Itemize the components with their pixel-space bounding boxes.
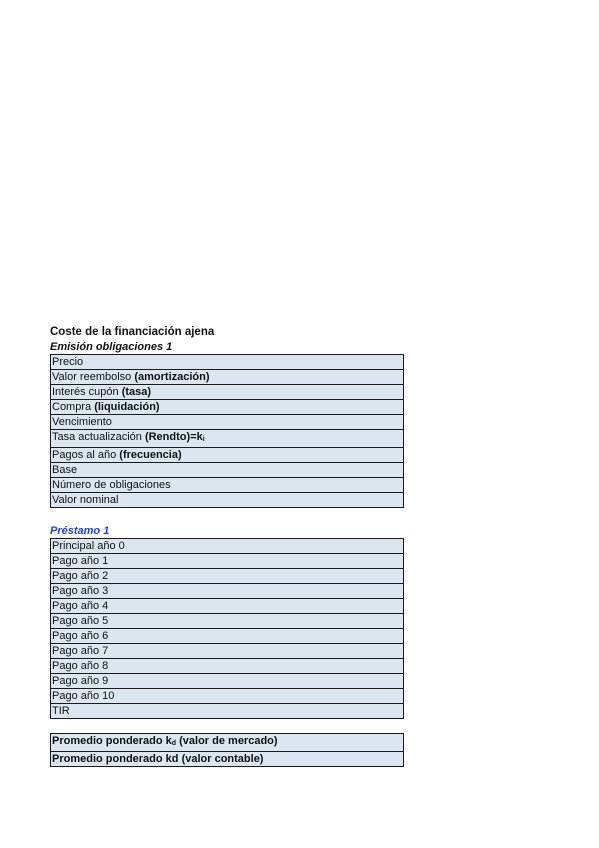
bonds-label: Tasa actualización [52,431,145,443]
bonds-label: Pagos al año [52,449,120,461]
bonds-row [51,478,404,493]
summary-cell-market[interactable] [51,734,404,752]
loan-cell[interactable]: Pago año 7 [51,644,404,659]
bonds-cell[interactable] [51,385,404,400]
summary-label-pre: Promedio ponderado k [52,735,172,747]
bonds-cell[interactable] [51,493,404,508]
loan-cell[interactable]: Pago año 5 [51,614,404,629]
sheet-heading: Coste de la financiación ajena [50,326,215,338]
bonds-row [51,415,404,430]
loan-row [51,554,404,569]
loan-cell[interactable]: Pago año 4 [51,599,404,614]
loan-cell[interactable]: Pago año 8 [51,659,404,674]
loan-row [51,674,404,689]
loan-cell[interactable]: TIR [51,704,404,719]
bonds-label-sub: i [202,436,205,443]
loan-cell[interactable]: Pago año 2 [51,569,404,584]
loan-row [51,614,404,629]
summary-label-sub: d [171,740,177,747]
bonds-cell[interactable] [51,400,404,415]
bonds-label: Base [52,464,78,476]
bonds-row [51,448,404,463]
bonds-label: Vencimiento [52,416,112,428]
summary-label-post: (valor de mercado) [176,735,278,747]
bonds-row [51,385,404,400]
bonds-cell[interactable] [51,478,404,493]
bonds-label: Valor reembolso [52,371,135,383]
summary-cell-book[interactable]: Promedio ponderado kd (valor contable) [51,752,404,767]
bonds-table [50,354,404,508]
bonds-label: Valor nominal [52,494,119,506]
loan-row [51,539,404,554]
bonds-row [51,370,404,385]
bonds-cell[interactable] [51,463,404,478]
summary-row-market [51,734,404,752]
bonds-cell[interactable] [51,430,404,448]
bonds-cell[interactable] [51,415,404,430]
bonds-row [51,493,404,508]
summary-row-book [51,752,404,767]
bonds-section-title: Emisión obligaciones 1 [50,341,173,353]
bonds-label: Interés cupón [52,386,122,398]
loan-table [50,538,404,719]
bonds-label-bold: (tasa) [121,386,152,398]
bonds-label: Precio [52,356,84,368]
loan-row [51,629,404,644]
bonds-cell[interactable] [51,448,404,463]
loan-cell[interactable]: Pago año 3 [51,584,404,599]
loan-cell[interactable]: Pago año 6 [51,629,404,644]
loan-row [51,704,404,719]
bonds-label: Compra [52,401,95,413]
summary-table [50,733,404,767]
loan-row [51,584,404,599]
bonds-cell[interactable] [51,355,404,370]
loan-cell[interactable]: Pago año 9 [51,674,404,689]
bonds-row [51,355,404,370]
bonds-label-bold: (frecuencia) [119,449,182,461]
loan-row [51,569,404,584]
bonds-row [51,463,404,478]
bonds-label-bold: (Rendto)=k [144,431,203,443]
loan-row [51,659,404,674]
loan-section-title: Préstamo 1 [50,525,110,537]
bonds-row [51,400,404,415]
loan-cell[interactable]: Pago año 10 [51,689,404,704]
bonds-label-bold: (amortización) [134,371,210,383]
bonds-label-bold: (liquidación) [94,401,160,413]
loan-row [51,689,404,704]
bonds-row [51,430,404,448]
spreadsheet-area [50,324,404,767]
loan-row [51,644,404,659]
loan-cell[interactable]: Pago año 1 [51,554,404,569]
loan-cell[interactable]: Principal año 0 [51,539,404,554]
bonds-label: Número de obligaciones [52,479,171,491]
loan-row [51,599,404,614]
bonds-cell[interactable] [51,370,404,385]
